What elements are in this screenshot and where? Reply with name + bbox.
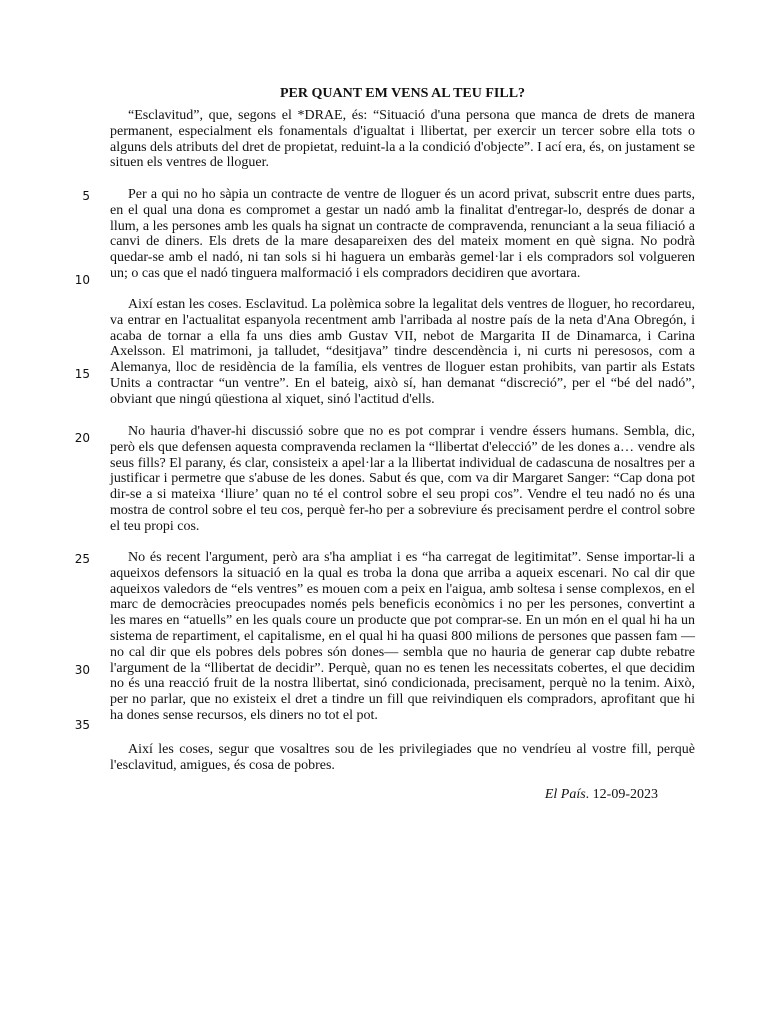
line-number: 25 <box>74 552 90 566</box>
source-publication: El País <box>544 787 586 802</box>
article-title: PER QUANT EM VENS AL TEU FILL? <box>279 86 526 101</box>
line-number: 20 <box>74 431 90 445</box>
paragraph-2: Per a qui no ho sàpia un contracte de ventre de lloguer és un acord privat, subscrit entre dues parts, en el qual una dona es compromet a gestar un nadó amb la finalitat d'entregar-lo, després de donar a llum, a les persones amb les quals ha signat un contracte de compravenda, renunciant a la seua filiació a canvi de diners. Els drets de la mare desapareixen des del mateix moment en què signa. No podrà quedar-se amb el nadó, ni tan sols si hi haguera un embaràs gemel·lar i els compradors sol volgueren un; o cas que el nadó tinguera malformació i els compradors decidiren que avortara. <box>110 187 695 281</box>
paragraph-1: “Esclavitud”, que, segons el *DRAE, és: “Situació d'una persona que manca de drets de manera permanent, especialment els fonamentals d'igualtat i llibertat, per exercir un tercer sobre ella tots o alguns dels atributs del dret de propietat, reduint-la a la condició d'objecte”. I ací era, és, on justament se situen els ventres de lloguer. <box>110 108 695 171</box>
line-number: 10 <box>74 273 90 287</box>
paragraph-4: No hauria d'haver-hi discussió sobre que no es pot comprar i vendre éssers humans. Sembla, dic, però els que defensen aquesta compravenda reclamen la “llibertat d'elecció” de les dones a… vendre als seus fills? El parany, és clar, consisteix a apel·lar a la llibertat individual de cadascuna de nosaltres per a justificar i permetre que s'abuse de les dones. Sabut és que, com va dir Margaret Sanger: “Cap dona pot dir-se a si mateixa ‘lliure’ quan no té el control sobre el seu propi cos”. Vendre el teu nadó no és una mostra de control sobre el teu cos, perquè fer-ho per a sobreviure és precisament perdre el control sobre el teu propi cos. <box>110 424 695 534</box>
paragraph-5: No és recent l'argument, però ara s'ha ampliat i es “ha carregat de legitimitat”. Sense importar-li a aqueixos defensors la situació en la qual es troba la dona que arriba a aqueix escenari. No cal dir que aqueixos valedors de “els ventres” es mouen com a peix en l'aigua, amb soltesa i sense complexos, en el marc de democràcies preocupades només pels beneficis econòmics i no per les persones, convertint a les mares en “atuells” en les quals coure un producte que pot comprar-se. En un món en el qual hi ha un sistema de repartiment, el capitalisme, en el qual hi ha quasi 800 milions de persones que passen fam — no cal dir que els pobres dels pobres són dones— sembla que no hauria de generar cap dubte rebatre l'argument de la “llibertat de decidir”. Perquè, quan no es tenen les necessitats cobertes, el que decidim no és una reacció fruit de la nostra llibertat, sinó condicionada, precisament, perquè no la tenim. Això, per no parlar, que no existeix el dret a tindre un fill que reivindiquen els compradors, aprofitant que hi ha dones sense recursos, els diners no tot el pot. <box>110 550 695 723</box>
line-number: 30 <box>74 663 90 677</box>
paragraph-3: Així estan les coses. Esclavitud. La polèmica sobre la legalitat dels ventres de lloguer, ho recordareu, va entrar en l'actualitat espanyola recentment amb l'arribada al nostre país de la neta d'Ana Obregón, i acaba de tornar a ella fa uns dies amb Gustav VII, nebot de Margarita II de Dinamarca, i Carina Axelsson. El matrimoni, ja talludet, “desitjava” tindre descendència i, ni curts ni peresosos, com a Alemanya, lloc de residència de la família, els ventres de lloguer estan prohibits, van partir als Estats Units a contractar “un ventre”. En el bateig, això sí, han demanat “discreció”, per el “bé del nadó”, obviant que ningú qüestiona al xiquet, sinó l'actitud d'ells. <box>110 297 695 407</box>
line-number: 5 <box>82 189 90 203</box>
line-number: 35 <box>74 718 90 732</box>
source-date: . 12-09-2023 <box>585 787 658 802</box>
paragraph-6: Així les coses, segur que vosaltres sou de les privilegiades que no vendríeu al vostre fill, perquè l'esclavitud, amigues, és cosa de pobres. <box>110 742 695 773</box>
article-source <box>400 786 658 804</box>
line-number: 15 <box>74 367 90 381</box>
